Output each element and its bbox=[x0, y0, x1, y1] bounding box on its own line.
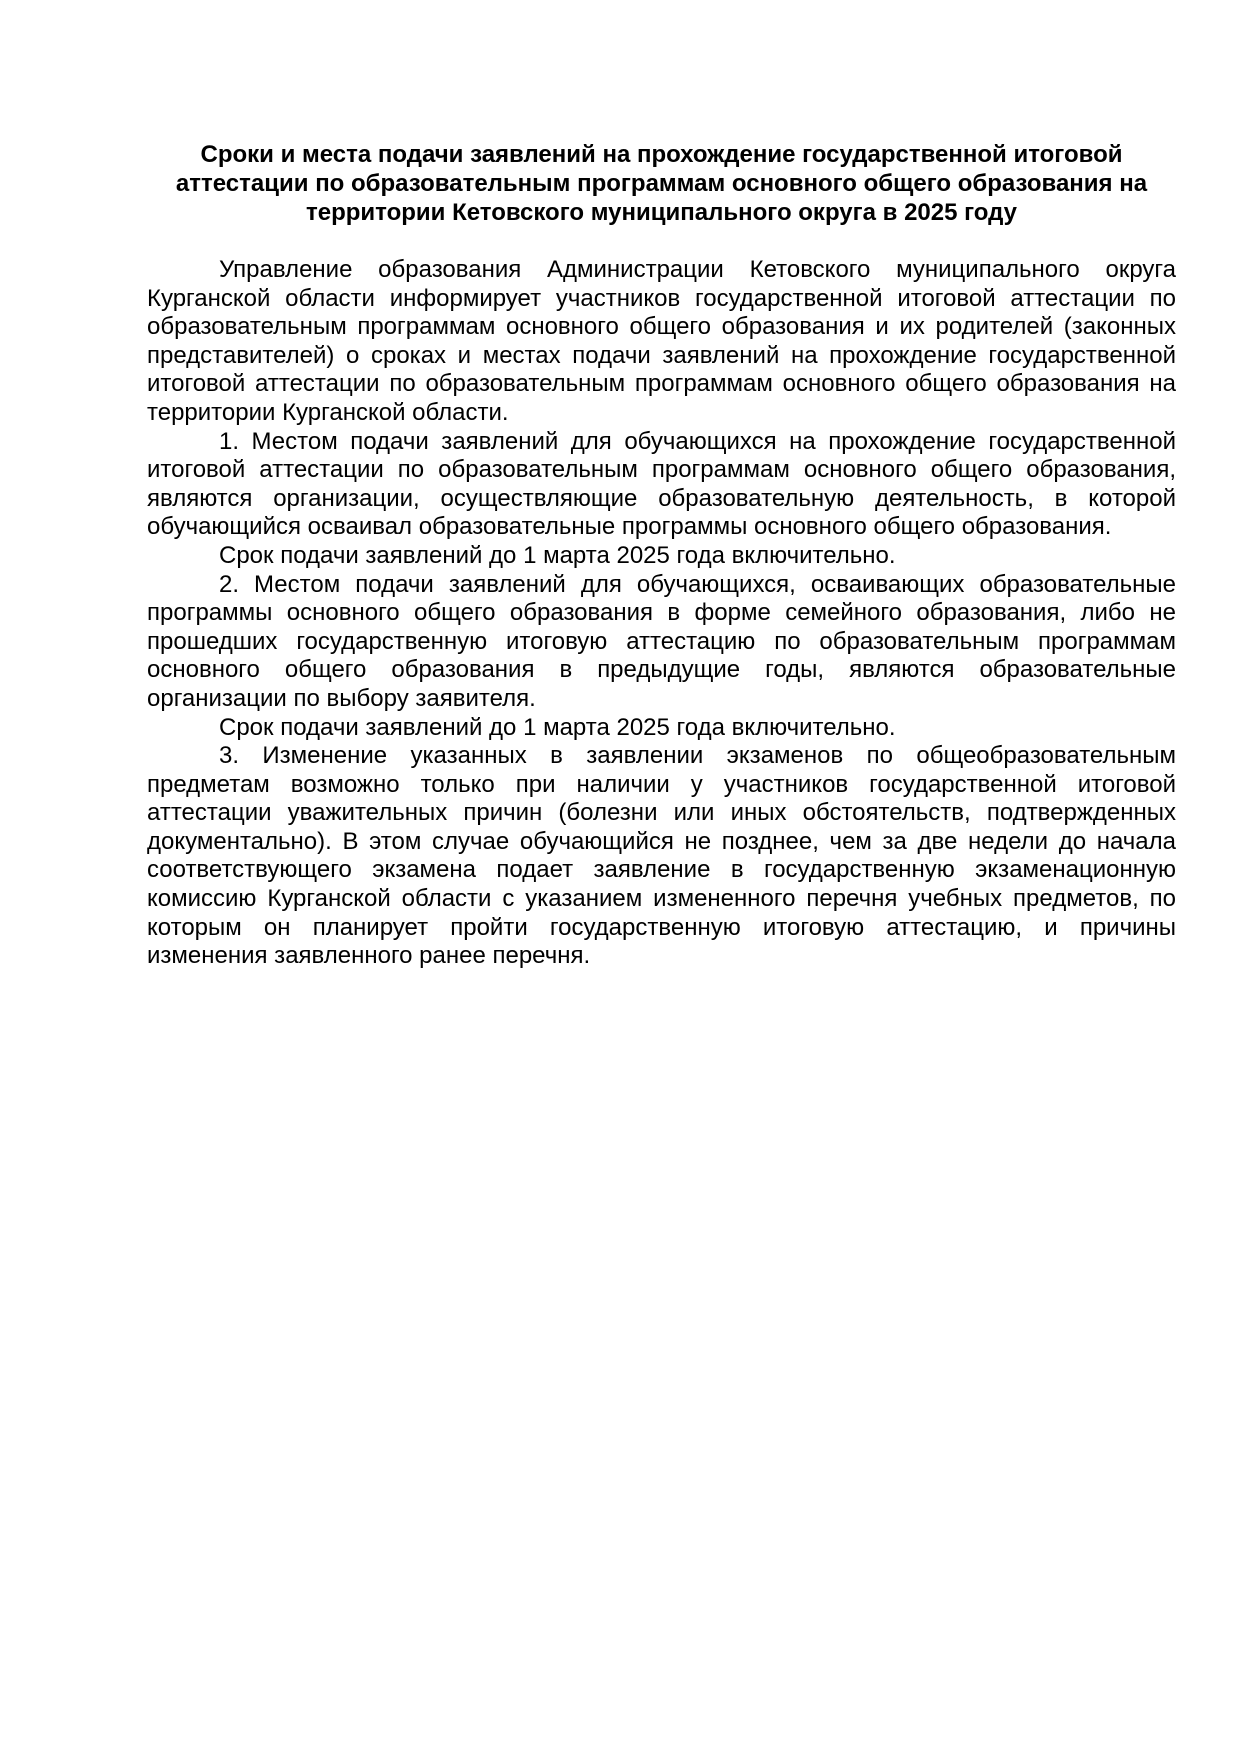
deadline-paragraph: Срок подачи заявлений до 1 марта 2025 года включительно. bbox=[219, 713, 896, 741]
title-line: Сроки и места подачи заявлений на прохождение государственной итоговой bbox=[200, 141, 1123, 168]
intro-paragraph: Управление образования Администрации Кетовского муниципального округа Курганской области информирует участников государственной итоговой аттестации по образовательным программам основного общего образования и их родителей (законных представителей) о сроках и местах подачи заявлений на прохождение государственной итоговой аттестации по образовательным программам основного общего образования на территории Курганской области. bbox=[147, 256, 1176, 426]
document-body bbox=[147, 256, 1176, 971]
item-2-paragraph: 2. Местом подачи заявлений для обучающихся, осваивающих образовательные программы основного общего образования в форме семейного образования, либо не прошедших государственную итоговую аттестацию по образовательным программам основного общего образования в предыдущие годы, являются образовательные организации по выбору заявителя. bbox=[147, 570, 1176, 712]
title-line: территории Кетовского муниципального округа в 2025 году bbox=[305, 199, 1018, 226]
deadline-paragraph: Срок подачи заявлений до 1 марта 2025 года включительно. bbox=[219, 541, 896, 569]
title-line: аттестации по образовательным программам основного общего образования на bbox=[175, 170, 1148, 197]
item-1-paragraph: 1. Местом подачи заявлений для обучающихся на прохождение государственной итоговой аттестации по образовательным программам основного общего образования, являются организации, осуществляющие образовательную деятельность, в которой обучающийся осваивал образовательные программы основного общего образования. bbox=[147, 427, 1176, 541]
document-title bbox=[147, 140, 1176, 227]
document-page bbox=[147, 140, 1176, 971]
item-3-paragraph: 3. Изменение указанных в заявлении экзаменов по общеобразовательным предметам возможно только при наличии у участников государственной итоговой аттестации уважительных причин (болезни или иных обстоятельств, подтвержденных документально). В этом случае обучающийся не позднее, чем за две недели до начала соответствующего экзамена подает заявление в государственную экзаменационную комиссию Курганской области с указанием измененного перечня учебных предметов, по которым он планирует пройти государственную итоговую аттестацию, и причины изменения заявленного ранее перечня. bbox=[147, 742, 1176, 970]
